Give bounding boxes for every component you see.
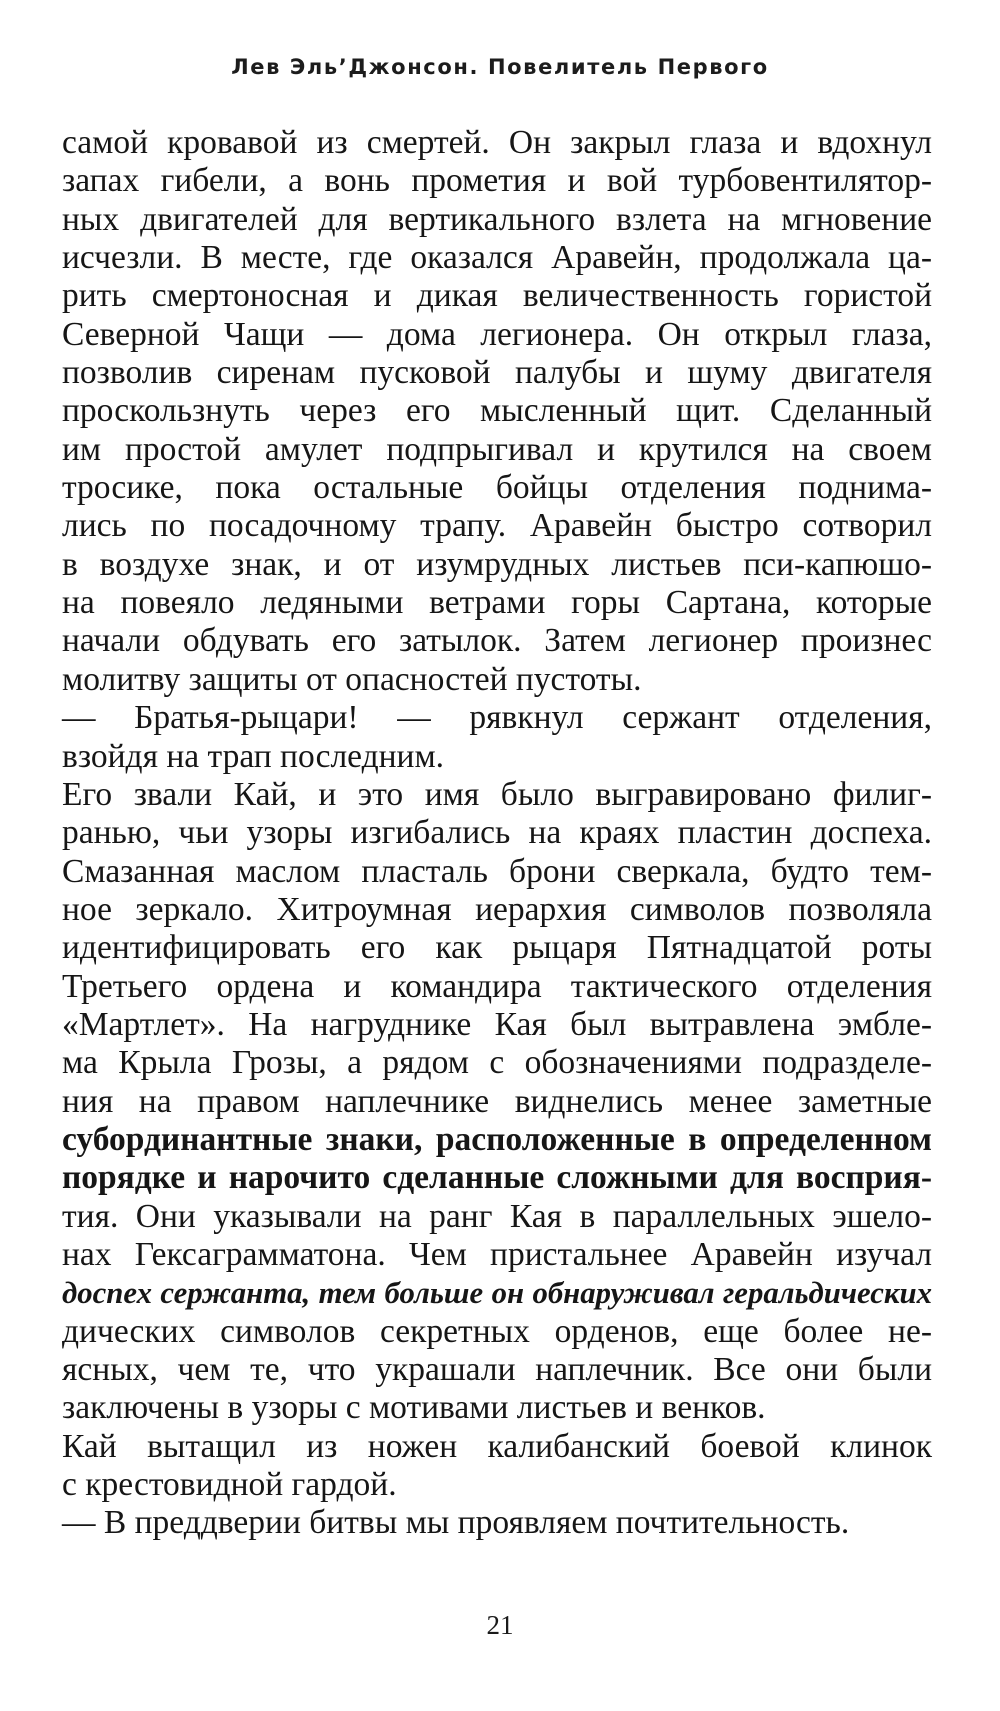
text-line: Кай вытащил из ножен калибанский боевой клинок xyxy=(62,1427,932,1465)
text-line: Третьего ордена и командира тактического отделения xyxy=(62,967,932,1005)
text-line: Его звали Кай, и это имя было выгравировано филиг- xyxy=(62,775,932,813)
text-line: ма Крыла Грозы, а рядом с обозначениями подразделе- xyxy=(62,1044,932,1082)
text-line: исчезли. В месте, где оказался Аравейн, продолжала ца- xyxy=(62,239,932,277)
text-line: доспех сержанта, тем больше он обнаруживал геральдических xyxy=(62,1276,932,1311)
text-line: субординантные знаки, расположенные в определенном xyxy=(62,1120,932,1158)
text-line: тросике, пока остальные бойцы отделения поднима- xyxy=(62,469,932,507)
text-line: рить смертоносная и дикая величественность гористой xyxy=(62,277,932,315)
text-line: ния на правом наплечнике виднелись менее заметные xyxy=(62,1082,932,1120)
text-line: взойдя на трап последним. xyxy=(62,737,445,775)
body-text xyxy=(62,124,932,1543)
text-line: начали обдувать его затылок. Затем легионер произнес xyxy=(62,622,932,660)
text-line: — Братья-рыцари! — рявкнул сержант отделения, xyxy=(62,699,932,737)
text-line: — В преддверии битвы мы проявляем почтительность. xyxy=(62,1504,850,1542)
text-line: тия. Они указывали на ранг Кая в параллельных эшело- xyxy=(62,1197,932,1235)
text-line: лись по посадочному трапу. Аравейн быстро сотворил xyxy=(62,507,932,545)
text-line: ных двигателей для вертикального взлета на мгновение xyxy=(62,200,932,238)
text-line: им простой амулет подпрыгивал и крутился на своем xyxy=(62,430,932,468)
text-line: на повеяло ледяными ветрами горы Сартана, которые xyxy=(62,584,932,622)
text-line: порядке и нарочито сделанные сложными для восприя- xyxy=(62,1159,932,1197)
running-head: Лев Эль’Джонсон. Повелитель Первого xyxy=(231,55,769,79)
text-line: дических символов секретных орденов, еще более не- xyxy=(62,1312,932,1350)
text-line: позволив сиренам пусковой палубы и шуму двигателя xyxy=(62,354,932,392)
text-line: нах Гексаграмматона. Чем пристальнее Аравейн изучал xyxy=(62,1235,932,1273)
text-line: с крестовидной гардой. xyxy=(62,1466,397,1504)
text-line: ное зеркало. Хитроумная иерархия символов позволяла xyxy=(62,890,932,928)
text-line: молитву защиты от опасностей пустоты. xyxy=(62,660,642,698)
text-line: Северной Чащи — дома легионера. Он открыл глаза, xyxy=(62,315,932,353)
text-line: Смазанная маслом пласталь брони сверкала, будто тем- xyxy=(62,852,932,890)
text-line: «Мартлет». На нагруднике Кая был вытравлена эмбле- xyxy=(62,1005,932,1043)
text-line: заключены в узоры с мотивами листьев и венков. xyxy=(62,1389,766,1427)
page-number: 21 xyxy=(486,1610,514,1640)
text-line: ранью, чьи узоры изгибались на краях пластин доспеха. xyxy=(62,814,932,852)
text-line: самой кровавой из смертей. Он закрыл глаза и вдохнул xyxy=(62,124,932,161)
text-line: запах гибели, а вонь прометия и вой турбовентилятор- xyxy=(62,162,932,200)
text-line: идентифицировать его как рыцаря Пятнадцатой роты xyxy=(62,929,932,967)
text-line: проскользнуть через его мысленный щит. Сделанный xyxy=(62,392,932,430)
text-line: в воздухе знак, и от изумрудных листьев пси-капюшо- xyxy=(62,545,932,583)
text-line: ясных, чем те, что украшали наплечник. Все они были xyxy=(62,1351,932,1388)
